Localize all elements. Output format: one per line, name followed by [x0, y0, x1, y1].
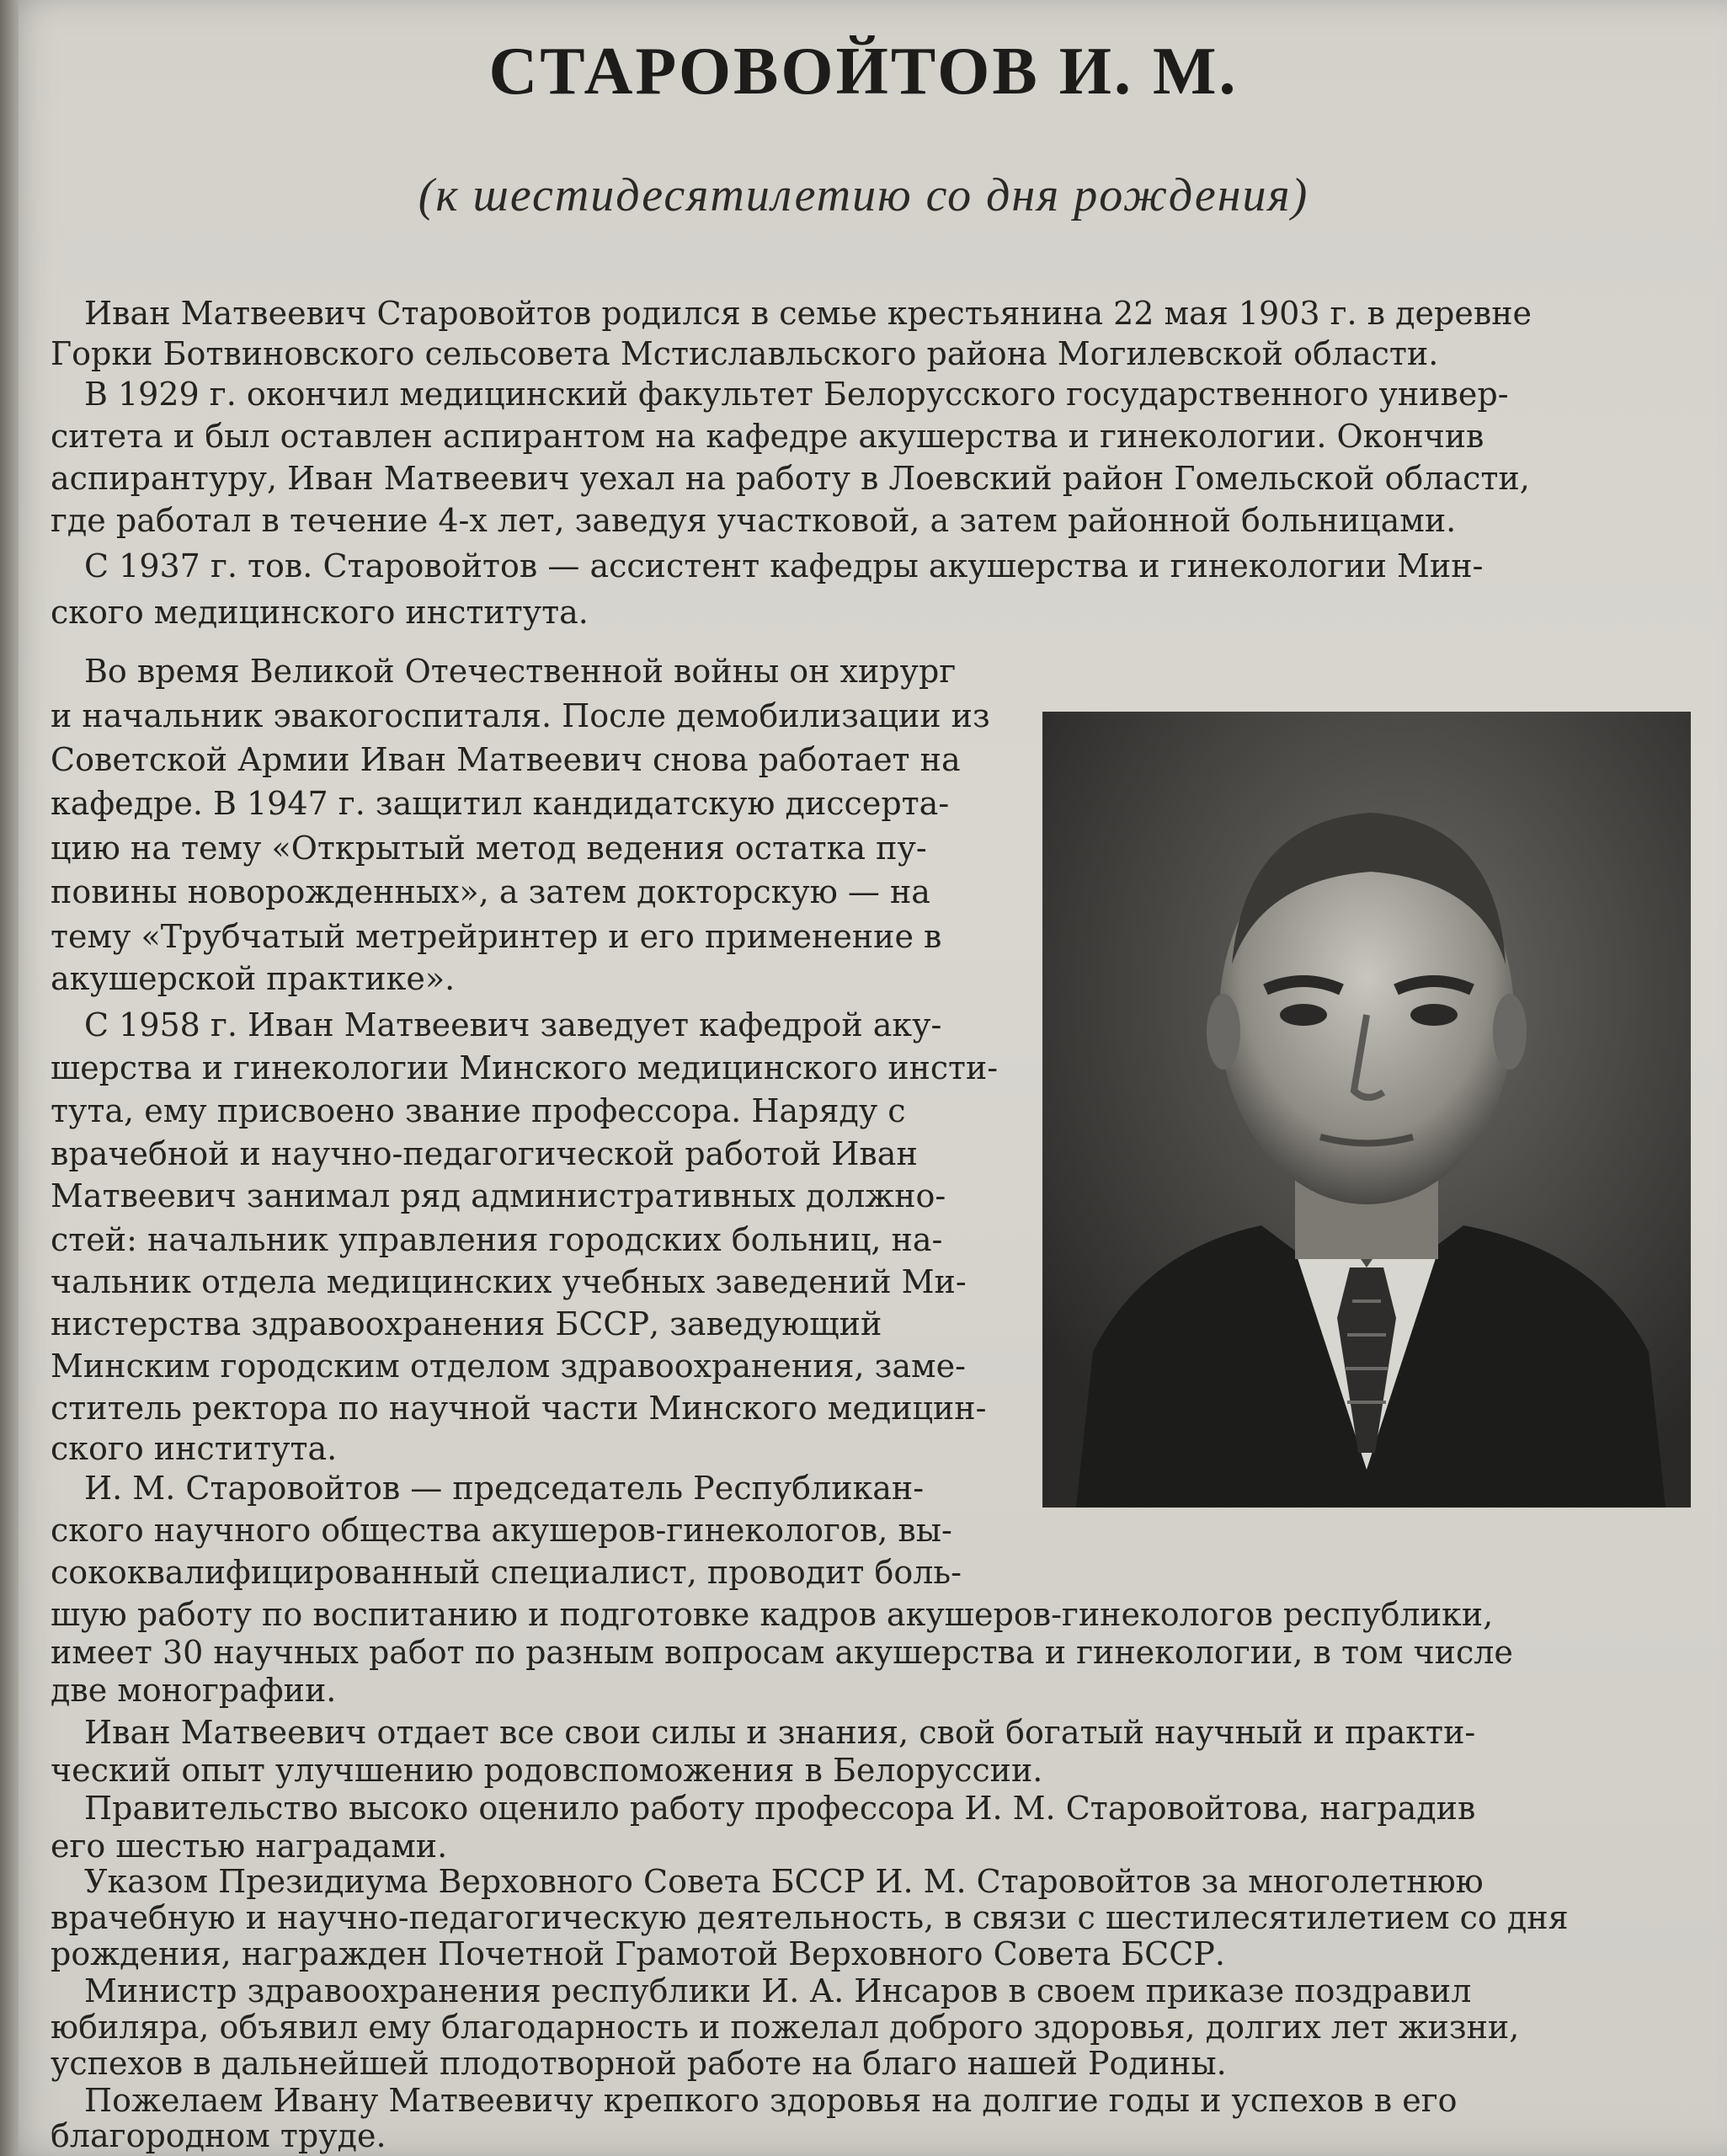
- text-line: Горки Ботвиновского сельсовета Мстиславльского района Могилевской области.: [51, 335, 1439, 372]
- text-line: Матвеевич занимал ряд административных должно-: [51, 1177, 946, 1214]
- text-line: В 1929 г. окончил медицинский факультет Белорусского государственного универ-: [84, 376, 1509, 413]
- page-title: СТАРОВОЙТОВ И. М.: [488, 35, 1239, 109]
- page-subtitle: (к шестидесятилетию со дня рождения): [418, 169, 1309, 221]
- text-line: юбиляра, объявил ему благодарность и пожелал доброго здоровья, долгих лет жизни,: [51, 2009, 1520, 2046]
- text-line: повины новорожденных», а затем докторскую — на: [51, 873, 930, 910]
- text-line: С 1958 г. Иван Матвеевич заведует кафедрой аку-: [84, 1006, 942, 1043]
- text-line: акушерской практике».: [51, 960, 456, 997]
- page-binding-edge: [0, 0, 19, 2156]
- text-line: нистерства здравоохранения БССР, заведующий: [51, 1305, 882, 1342]
- text-line: С 1937 г. тов. Старовойтов — ассистент кафедры акушерства и гинекологии Мин-: [84, 547, 1484, 584]
- text-line: цию на тему «Открытый метод ведения остатка пу-: [51, 830, 927, 867]
- text-line: его шестью наградами.: [51, 1828, 448, 1865]
- text-line: тута, ему присвоено звание профессора. Наряду с: [51, 1092, 906, 1129]
- text-line: ситета и был оставлен аспирантом на кафедре акушерства и гинекологии. Окончив: [51, 418, 1484, 455]
- text-line: Иван Матвеевич отдает все свои силы и знания, свой богатый научный и практи-: [84, 1714, 1476, 1751]
- text-line: Иван Матвеевич Старовойтов родился в семье крестьянина 22 мая 1903 г. в деревне: [84, 295, 1532, 332]
- text-line: ческий опыт улучшению родовспоможения в Белоруссии.: [51, 1752, 1043, 1789]
- portrait-photo: [1042, 712, 1691, 1508]
- text-line: имеет 30 научных работ по разным вопросам акушерства и гинекологии, в том числе: [51, 1634, 1513, 1671]
- text-line: ского медицинского института.: [51, 594, 589, 631]
- text-line: сококвалифицированный специалист, проводит боль-: [51, 1554, 962, 1591]
- text-line: аспирантуру, Иван Матвеевич уехал на работу в Лоевский район Гомельской области,: [51, 460, 1530, 497]
- text-line: благородном труде.: [51, 2117, 386, 2154]
- text-line: рождения, награжден Почетной Грамотой Верховного Совета БССР.: [51, 1935, 1225, 1972]
- text-line: шерства и гинекологии Минского медицинского инсти-: [51, 1049, 999, 1086]
- text-line: чальник отдела медицинских учебных заведений Ми-: [51, 1263, 967, 1300]
- text-line: врачебную и научно-педагогическую деятельность, в связи с шестилесятилетием со дня: [51, 1899, 1569, 1936]
- text-line: Пожелаем Ивану Матвеевичу крепкого здоровья на долгие годы и успехов в его: [84, 2082, 1458, 2119]
- text-line: успехов в дальнейшей плодотворной работе на благо нашей Родины.: [51, 2045, 1227, 2082]
- text-line: ского научного общества акушеров-гинекологов, вы-: [51, 1512, 952, 1549]
- text-line: стей: начальник управления городских больниц, на-: [51, 1221, 943, 1258]
- text-line: Советской Армии Иван Матвеевич снова работает на: [51, 741, 961, 778]
- text-line: где работал в течение 4-х лет, заведуя участковой, а затем районной больницами.: [51, 502, 1457, 539]
- text-line: тему «Трубчатый метрейринтер и его применение в: [51, 918, 942, 955]
- text-line: Минским городским отделом здравоохранения, заме-: [51, 1348, 966, 1385]
- text-line: Правительство высоко оценило работу профессора И. М. Старовойтова, наградив: [84, 1790, 1476, 1827]
- text-line: две монографии.: [51, 1672, 337, 1709]
- text-line: и начальник эвакогоспиталя. После демобилизации из: [51, 697, 990, 734]
- text-line: ского института.: [51, 1430, 338, 1467]
- text-line: И. М. Старовойтов — председатель Республикан-: [84, 1470, 925, 1507]
- text-line: кафедре. В 1947 г. защитил кандидатскую диссерта-: [51, 785, 950, 822]
- text-line: шую работу по воспитанию и подготовке кадров акушеров-гинекологов республики,: [51, 1596, 1494, 1633]
- text-line: ститель ректора по научной части Минского медицин-: [51, 1390, 987, 1427]
- text-line: врачебной и научно-педагогической работой Иван: [51, 1135, 918, 1172]
- text-line: Во время Великой Отечественной войны он хирург: [84, 653, 957, 690]
- text-line: Указом Президиума Верховного Совета БССР И. М. Старовойтов за многолетнюю: [84, 1863, 1484, 1900]
- text-line: Министр здравоохранения республики И. А. Инсаров в своем приказе поздравил: [84, 1972, 1472, 2009]
